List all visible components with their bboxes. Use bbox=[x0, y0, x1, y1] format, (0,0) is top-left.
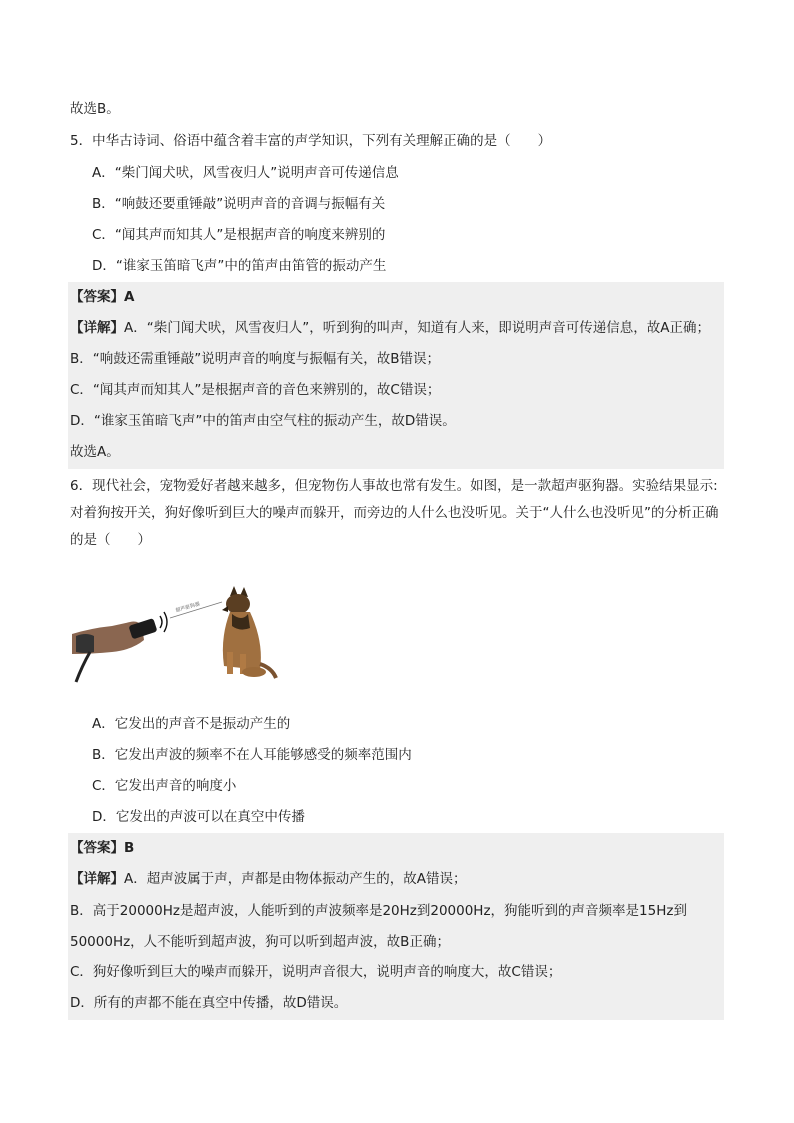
q5-detail-a bbox=[70, 318, 724, 338]
q6-answer-label: 【答案】 bbox=[70, 840, 124, 856]
q6-detail-line-a: A．超声波属于声，声都是由物体振动产生的，故A错误； bbox=[124, 871, 467, 887]
q5-option-d: D．“谁家玉笛暗飞声”中的笛声由笛管的振动产生 bbox=[92, 258, 387, 274]
q6-option-b: B．它发出声波的频率不在人耳能够感受的频率范围内 bbox=[92, 747, 412, 763]
wrist-strap bbox=[76, 634, 94, 653]
q5-answer-value: A bbox=[124, 289, 135, 305]
q5-detail-line-a: A．“柴门闻犬吠，风雪夜归人”，听到狗的叫声，知道有人来，即说明声音可传递信息，故A正确； bbox=[124, 320, 710, 336]
figure-caption: 超声驱狗器 bbox=[174, 601, 201, 614]
dog-icon bbox=[222, 586, 276, 678]
lanyard bbox=[76, 652, 90, 682]
q5-conclusion: 故选A。 bbox=[70, 444, 120, 460]
q6-detail-d: D．所有的声都不能在真空中传播，故D错误。 bbox=[70, 995, 348, 1011]
q5-answer-label: 【答案】 bbox=[70, 289, 124, 305]
q6-detail-label: 【详解】 bbox=[70, 871, 124, 887]
dog-repeller-illustration bbox=[72, 582, 282, 684]
ultrasonic-dog-repeller-figure bbox=[72, 582, 282, 684]
q5-option-c: C．“闻其声而知其人”是根据声音的响度来辨别的 bbox=[92, 227, 386, 243]
q6-answer-value: B bbox=[124, 840, 135, 856]
q6-detail-c: C．狗好像听到巨大的噪声而躲开，说明声音很大，说明声音的响度大，故C错误； bbox=[70, 964, 562, 980]
q5-detail-d: D．“谁家玉笛暗飞声”中的笛声由空气柱的振动产生，故D错误。 bbox=[70, 413, 456, 429]
q6-stem: 6．现代社会，宠物爱好者越来越多，但宠物伤人事故也常有发生。如图，是一款超声驱狗器。实验结果显示: 对着狗按开关，狗好像听到巨大的噪声而躲开，而旁边的人什么也没听见。关于“人什么也没听见”的分析正确的是（ ） bbox=[70, 478, 719, 548]
prev-conclusion: 故选B。 bbox=[70, 101, 120, 117]
q5-answer-block bbox=[68, 282, 724, 469]
q5-detail-label: 【详解】 bbox=[70, 320, 124, 336]
q6-option-d: D．它发出的声波可以在真空中传播 bbox=[92, 809, 305, 825]
q5-option-a: A．“柴门闻犬吠，风雪夜归人”说明声音可传递信息 bbox=[92, 165, 399, 181]
q6-option-a: A．它发出的声音不是振动产生的 bbox=[92, 716, 291, 732]
q5-option-b: B．“响鼓还要重锤敲”说明声音的音调与振幅有关 bbox=[92, 196, 386, 212]
q6-detail-b: B．高于20000Hz是超声波，人能听到的声波频率是20Hz到20000Hz，狗能听到的声音频率是15Hz到50000Hz，人不能听到超声波，狗可以听到超声波，故B正确； bbox=[70, 903, 687, 950]
wave-arc-2 bbox=[164, 612, 167, 632]
q6-option-c: C．它发出声音的响度小 bbox=[92, 778, 237, 794]
q5-stem: 5．中华古诗词、俗语中蕴含着丰富的声学知识，下列有关理解正确的是（ ） bbox=[70, 133, 552, 149]
q5-answer bbox=[70, 287, 134, 307]
q5-detail-b: B．“响鼓还需重锤敲”说明声音的响度与振幅有关，故B错误； bbox=[70, 351, 441, 367]
q5-detail-c: C．“闻其声而知其人”是根据声音的音色来辨别的，故C错误； bbox=[70, 382, 441, 398]
q6-detail-a bbox=[70, 869, 466, 889]
q6-answer bbox=[70, 838, 134, 858]
wave-arc-1 bbox=[160, 616, 162, 628]
